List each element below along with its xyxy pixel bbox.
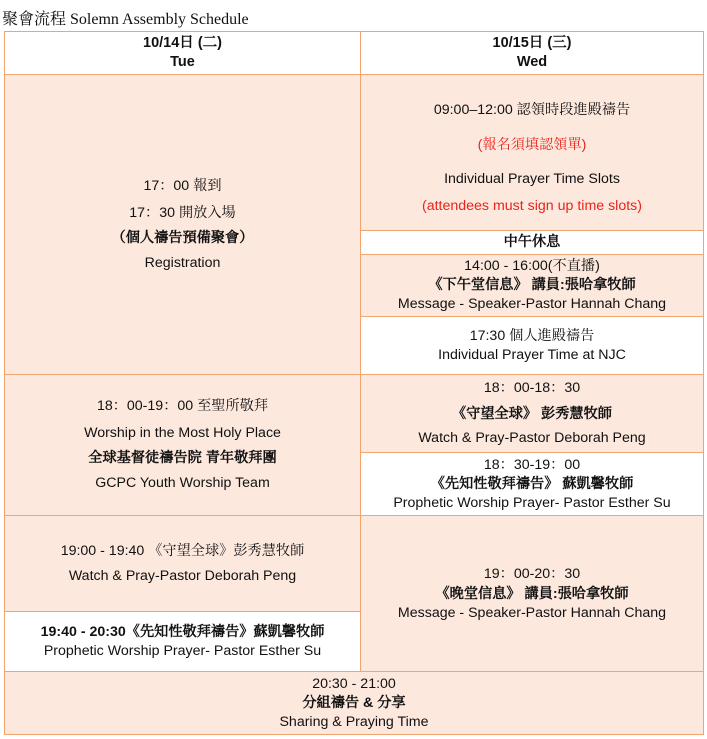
schedule-line: Individual Prayer Time at NJC bbox=[438, 346, 626, 363]
page-title: 聚會流程 Solemn Assembly Schedule bbox=[2, 11, 249, 28]
tue-registration-cell bbox=[4, 74, 361, 375]
schedule-line: 19：00-20：30 bbox=[483, 565, 581, 582]
wed-prophetic-cell bbox=[360, 452, 704, 516]
schedule-line: 17：00 報到 bbox=[143, 177, 222, 194]
schedule-line: 19:00 - 19:40 《守望全球》彭秀慧牧師 bbox=[60, 542, 305, 559]
tue-worship-cell bbox=[4, 374, 361, 516]
schedule-line: 17：30 開放入場 bbox=[129, 204, 236, 221]
wed-afternoon-message-cell bbox=[360, 254, 704, 317]
schedule-line: Prophetic Worship Prayer- Pastor Esther Su bbox=[43, 642, 322, 659]
schedule-line: Message - Speaker-Pastor Hannah Chang bbox=[397, 604, 667, 621]
header-weekday: Wed bbox=[516, 54, 548, 70]
schedule-line: Watch & Pray-Pastor Deborah Peng bbox=[418, 430, 646, 446]
schedule-line: 17:30 個人進殿禱告 bbox=[469, 327, 595, 344]
header-date: 10/14日 (二) bbox=[143, 35, 222, 51]
wed-prayer-slots-cell bbox=[360, 74, 704, 231]
header-weekday: Tue bbox=[170, 54, 195, 70]
schedule-line: 《守望全球》 彭秀慧牧師 bbox=[451, 406, 612, 422]
schedule-line: 18：00-19：00 至聖所敬拜 bbox=[96, 398, 269, 414]
schedule-line: Worship in the Most Holy Place bbox=[84, 425, 281, 441]
schedule-line: GCPC Youth Worship Team bbox=[95, 475, 270, 491]
header-wed bbox=[360, 31, 704, 75]
schedule-line: Individual Prayer Time Slots bbox=[444, 171, 620, 187]
schedule-line: 分組禱告 & 分享 bbox=[302, 694, 406, 711]
schedule-line: 18：00-18：30 bbox=[483, 380, 581, 396]
schedule-line: 《下午堂信息》 講員:張哈拿牧師 bbox=[428, 277, 636, 293]
schedule-line: Watch & Pray-Pastor Deborah Peng bbox=[68, 567, 297, 584]
header-tue bbox=[4, 31, 361, 75]
schedule-line: 18：30-19：00 bbox=[483, 456, 581, 473]
wed-individual-prayer-cell bbox=[360, 316, 704, 375]
wed-lunch-cell bbox=[360, 230, 704, 255]
wed-watch-pray-cell bbox=[360, 374, 704, 453]
schedule-line: (報名須填認領單) bbox=[477, 137, 587, 153]
schedule-line: 14:00 - 16:00(不直播) bbox=[464, 258, 600, 274]
schedule-line: Message - Speaker-Pastor Hannah Chang bbox=[397, 296, 667, 312]
schedule-line: (attendees must sign up time slots) bbox=[421, 198, 642, 214]
schedule-line: 《晚堂信息》 講員:張哈拿牧師 bbox=[435, 585, 629, 602]
sharing-praying-cell bbox=[4, 671, 704, 735]
tue-watch-pray-cell bbox=[4, 515, 361, 612]
schedule-line: 《先知性敬拜禱告》 蘇凱馨牧師 bbox=[430, 475, 634, 492]
schedule-line: Registration bbox=[144, 254, 221, 271]
schedule-line: Sharing & Praying Time bbox=[279, 713, 429, 730]
tue-prophetic-cell bbox=[4, 611, 361, 672]
schedule-line: 全球基督徒禱告院 青年敬拜團 bbox=[88, 450, 277, 466]
schedule-line: 19:40 - 20:30《先知性敬拜禱告》蘇凱馨牧師 bbox=[40, 623, 325, 640]
header-date: 10/15日 (三) bbox=[492, 35, 572, 51]
schedule-line: 中午休息 bbox=[503, 234, 561, 250]
schedule-line: Prophetic Worship Prayer- Pastor Esther Su bbox=[393, 494, 671, 511]
wed-evening-message-cell bbox=[360, 515, 704, 672]
schedule-line: （個人禱告預備聚會） bbox=[111, 229, 254, 246]
schedule-line: 09:00–12:00 認領時段進殿禱告 bbox=[433, 102, 631, 118]
schedule-line: 20:30 - 21:00 bbox=[312, 675, 396, 692]
